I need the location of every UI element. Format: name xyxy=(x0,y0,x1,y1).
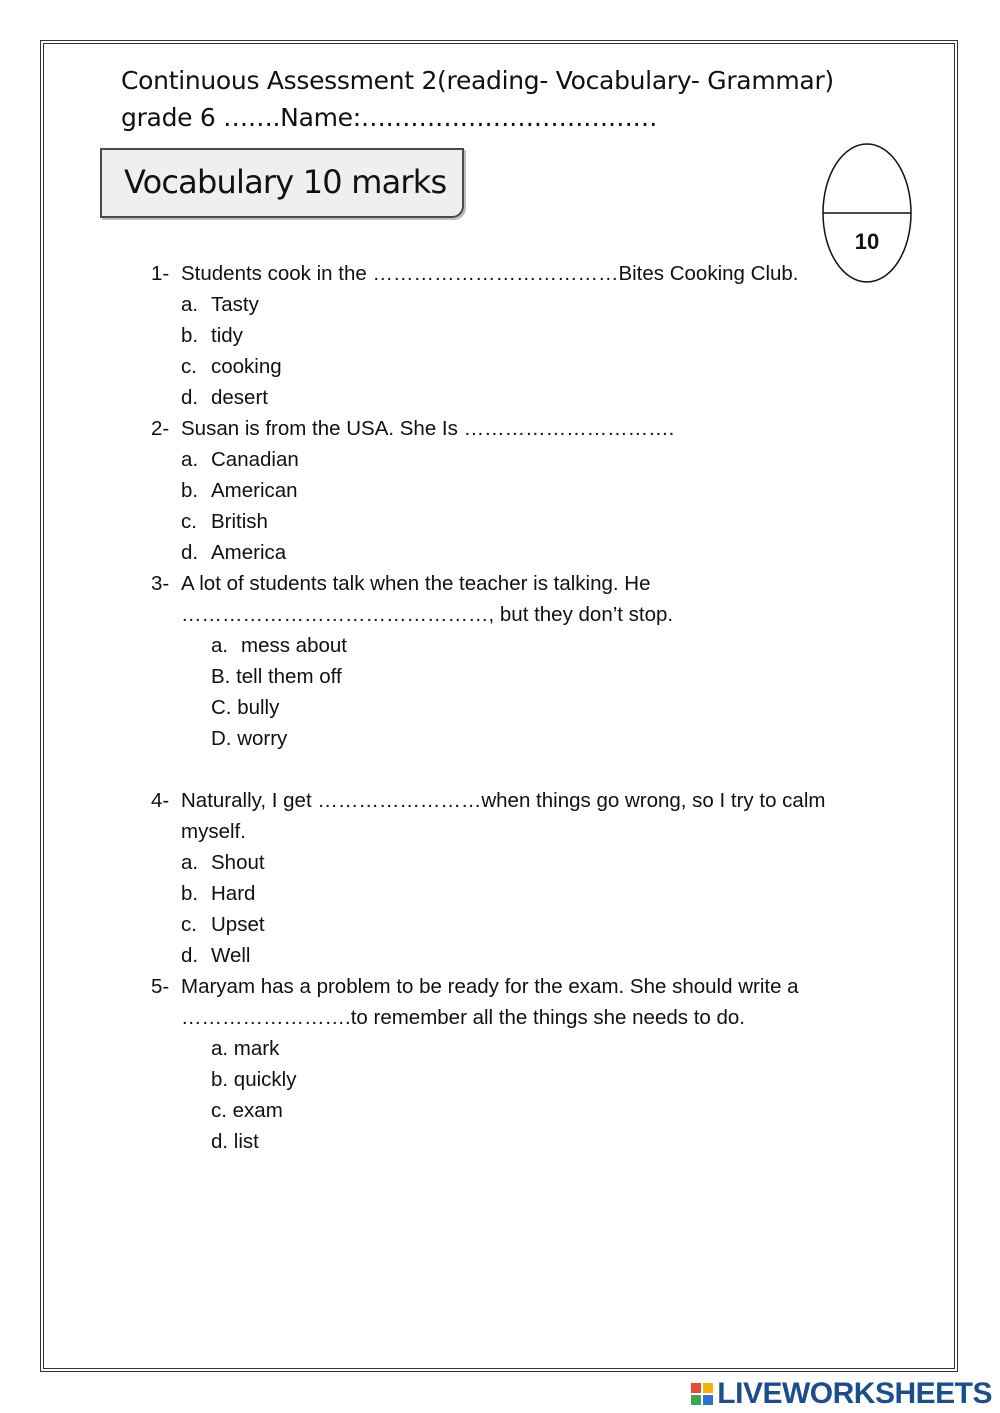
q4-option-b[interactable]: Hard xyxy=(211,882,256,905)
q4-option-a[interactable]: Shout xyxy=(211,851,265,874)
q5-option-b[interactable]: b. quickly xyxy=(211,1068,297,1091)
q4-option-b-letter[interactable]: b. xyxy=(181,882,199,905)
q4-option-d[interactable]: Well xyxy=(211,944,251,967)
q1-option-c-letter[interactable]: c. xyxy=(181,355,197,378)
question-4-number: 4- xyxy=(151,789,170,812)
question-3-text: A lot of students talk when the teacher is talking. He xyxy=(181,572,651,595)
q3-option-a[interactable]: mess about xyxy=(241,634,347,657)
liveworksheets-logo-icon xyxy=(691,1383,713,1405)
q2-option-c-letter[interactable]: c. xyxy=(181,510,197,533)
q3-option-a-letter[interactable]: a. xyxy=(211,634,229,657)
q2-option-d-letter[interactable]: d. xyxy=(181,541,199,564)
q5-option-d[interactable]: d. list xyxy=(211,1130,259,1153)
q2-option-d[interactable]: America xyxy=(211,541,287,564)
q1-option-a[interactable]: Tasty xyxy=(211,293,259,316)
q4-option-a-letter[interactable]: a. xyxy=(181,851,199,874)
question-2-text: Susan is from the USA. She Is …………………………. xyxy=(181,417,675,440)
q5-option-a[interactable]: a. mark xyxy=(211,1037,280,1060)
q3-option-b[interactable]: B. tell them off xyxy=(211,665,342,688)
question-3-continuation: ………………………………………, but they don’t stop. xyxy=(181,603,674,626)
question-5-number: 5- xyxy=(151,975,170,998)
q2-option-a-letter[interactable]: a. xyxy=(181,448,199,471)
q1-option-d[interactable]: desert xyxy=(211,386,268,409)
q2-option-c[interactable]: British xyxy=(211,510,268,533)
question-5-continuation: …………………….to remember all the things she needs to do. xyxy=(181,1006,745,1029)
title-line-1: Continuous Assessment 2(reading- Vocabulary- Grammar) xyxy=(121,66,834,95)
title-line-2: grade 6 …….Name:……………………………… xyxy=(121,103,658,132)
question-1-number: 1- xyxy=(151,262,170,285)
q2-option-a[interactable]: Canadian xyxy=(211,448,299,471)
score-total: 10 xyxy=(854,229,880,254)
question-4-continuation: myself. xyxy=(181,820,246,843)
q1-option-b-letter[interactable]: b. xyxy=(181,324,199,347)
question-4-text: Naturally, I get ……………………when things go wrong, so I try to calm xyxy=(181,789,826,812)
question-1-text: Students cook in the ………………………………Bites Cooking Club. xyxy=(181,262,799,285)
q4-option-c-letter[interactable]: c. xyxy=(181,913,197,936)
brand-name: LIVEWORKSHEETS xyxy=(717,1377,992,1410)
question-5-text: Maryam has a problem to be ready for the exam. She should write a xyxy=(181,975,799,998)
question-3-number: 3- xyxy=(151,572,170,595)
question-2-number: 2- xyxy=(151,417,170,440)
q3-option-c[interactable]: C. bully xyxy=(211,696,280,719)
q5-option-c[interactable]: c. exam xyxy=(211,1099,283,1122)
q1-option-c[interactable]: cooking xyxy=(211,355,282,378)
q4-option-c[interactable]: Upset xyxy=(211,913,265,936)
q2-option-b-letter[interactable]: b. xyxy=(181,479,199,502)
q2-option-b[interactable]: American xyxy=(211,479,298,502)
q1-option-b[interactable]: tidy xyxy=(211,324,243,347)
q4-option-d-letter[interactable]: d. xyxy=(181,944,199,967)
q1-option-a-letter[interactable]: a. xyxy=(181,293,199,316)
section-heading: Vocabulary 10 marks xyxy=(124,163,447,201)
liveworksheets-brand[interactable] xyxy=(691,1378,992,1410)
q1-option-d-letter[interactable]: d. xyxy=(181,386,199,409)
q3-option-d[interactable]: D. worry xyxy=(211,727,288,750)
